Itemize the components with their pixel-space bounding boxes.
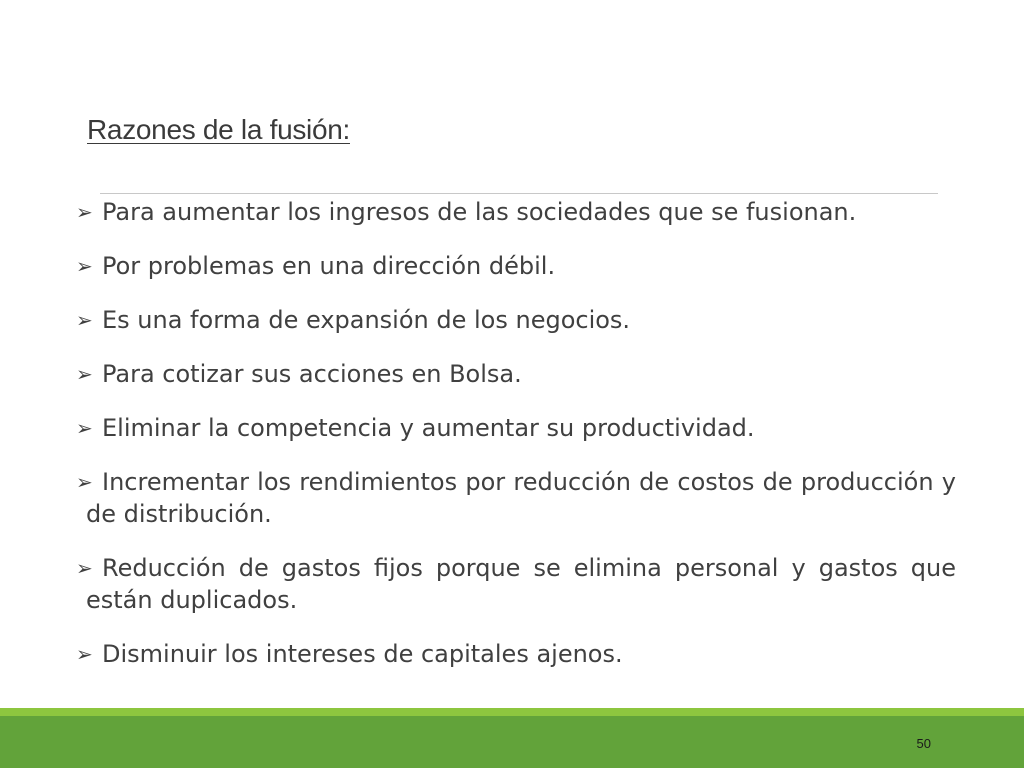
arrow-bullet-icon: ➢ [76, 254, 93, 278]
footer-accent-bar [0, 708, 1024, 716]
bullet-text: Disminuir los intereses de capitales ajenos. [102, 640, 623, 668]
bullet-list [76, 196, 956, 692]
bullet-text: Para aumentar los ingresos de las sociedades que se fusionan. [102, 198, 857, 226]
arrow-bullet-icon: ➢ [76, 642, 93, 666]
arrow-bullet-icon: ➢ [76, 470, 93, 494]
slide-title: Razones de la fusión: [87, 114, 350, 145]
arrow-bullet-icon: ➢ [76, 362, 93, 386]
page-number: 50 [916, 736, 931, 751]
bullet-item [76, 638, 956, 670]
bullet-item [76, 552, 956, 616]
footer-bar [0, 716, 1024, 768]
arrow-bullet-icon: ➢ [76, 308, 93, 332]
arrow-bullet-icon: ➢ [76, 556, 93, 580]
title-divider [100, 193, 938, 194]
bullet-text: Es una forma de expansión de los negocios. [102, 306, 631, 334]
arrow-bullet-icon: ➢ [76, 200, 93, 224]
bullet-item [76, 304, 956, 336]
bullet-item [76, 358, 956, 390]
bullet-text: Para cotizar sus acciones en Bolsa. [102, 360, 522, 388]
bullet-item [76, 466, 956, 530]
bullet-item [76, 250, 956, 282]
bullet-text: Eliminar la competencia y aumentar su productividad. [102, 414, 755, 442]
arrow-bullet-icon: ➢ [76, 416, 93, 440]
bullet-text: Por problemas en una dirección débil. [102, 252, 556, 280]
bullet-text: Reducción de gastos fijos porque se elimina personal y gastos que están duplicados. [86, 554, 956, 614]
bullet-item [76, 196, 956, 228]
bullet-text: Incrementar los rendimientos por reducción de costos de producción y de distribución. [86, 468, 956, 528]
bullet-item [76, 412, 956, 444]
